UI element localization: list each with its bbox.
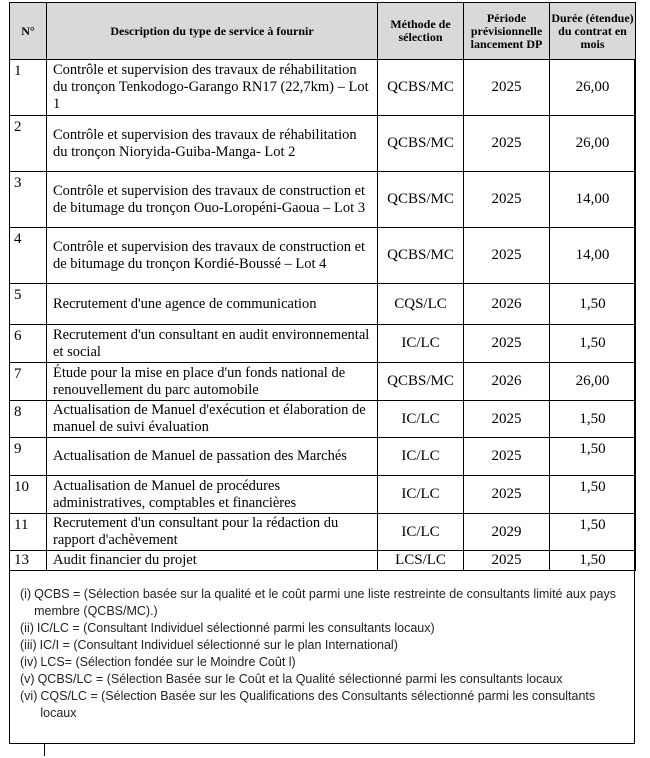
table-row (10, 284, 636, 325)
row-duration: 1,50 (550, 325, 636, 363)
table-row (10, 228, 636, 284)
table-row (10, 476, 636, 514)
row-description: Recrutement d'un consultant en audit environnemental et social (47, 325, 378, 363)
row-number: 5 (10, 284, 47, 325)
table-row (10, 116, 636, 172)
note-label: (ii) (20, 621, 34, 635)
row-duration: 1,50 (550, 284, 636, 325)
row-number: 13 (10, 551, 47, 571)
row-method: QCBS/MC (378, 363, 464, 401)
header-num: N° (10, 3, 47, 60)
note-label: (vi) (20, 689, 38, 703)
abbreviation-notes (20, 586, 632, 722)
row-duration: 1,50 (550, 401, 636, 438)
row-year: 2025 (464, 438, 550, 476)
row-method: LCS/LC (378, 551, 464, 571)
row-method: QCBS/MC (378, 116, 464, 172)
note-text: QCBS/LC = (Sélection Basée sur le Coût et la Qualité sélectionné parmi les consultants locaux (37, 672, 563, 686)
row-duration: 1,50 (550, 476, 636, 514)
row-description: Contrôle et supervision des travaux de réhabilitation du tronçon Tenkodogo-Garango RN17 (22,7km) – Lot 1 (47, 60, 378, 116)
table-row (10, 172, 636, 228)
header-row (10, 3, 636, 60)
row-description: Actualisation de Manuel de procédures administratives, comptables et financières (47, 476, 378, 514)
header-period: Période prévisionnelle lancement DP (464, 3, 550, 60)
note-item (20, 620, 632, 637)
header-duration: Durée (étendue) du contrat en mois (550, 3, 636, 60)
row-method: IC/LC (378, 401, 464, 438)
row-number: 8 (10, 401, 47, 438)
table-row (10, 551, 636, 571)
row-number: 2 (10, 116, 47, 172)
row-duration: 26,00 (550, 363, 636, 401)
row-number: 11 (10, 514, 47, 551)
row-description: Actualisation de Manuel d'exécution et élaboration de manuel de suivi évaluation (47, 401, 378, 438)
header-method: Méthode de sélection (378, 3, 464, 60)
row-duration: 14,00 (550, 172, 636, 228)
note-item (20, 671, 632, 688)
note-label: (i) (20, 587, 32, 601)
row-description: Actualisation de Manuel de passation des Marchés (47, 438, 378, 476)
row-description: Contrôle et supervision des travaux de construction et de bitumage du tronçon Ouo-Loropéni-Gaoua – Lot 3 (47, 172, 378, 228)
page-margin-mark (44, 744, 45, 756)
row-description: Contrôle et supervision des travaux de réhabilitation du tronçon Nioryida-Guiba-Manga- Lot 2 (47, 116, 378, 172)
header-description: Description du type de service à fournir (47, 3, 378, 60)
table-row (10, 401, 636, 438)
row-method: QCBS/MC (378, 228, 464, 284)
row-year: 2025 (464, 116, 550, 172)
note-text: LCS= (Sélection fondée sur le Moindre Coût l) (40, 655, 296, 669)
row-duration: 1,50 (550, 551, 636, 571)
note-text: IC/LC = (Consultant Individuel sélectionné parmi les consultants locaux) (36, 621, 435, 635)
row-year: 2029 (464, 514, 550, 551)
row-description: Recrutement d'une agence de communication (47, 284, 378, 325)
table-row (10, 325, 636, 363)
table-row (10, 60, 636, 116)
table-row (10, 363, 636, 401)
row-year: 2025 (464, 476, 550, 514)
row-number: 10 (10, 476, 47, 514)
row-year: 2025 (464, 551, 550, 571)
row-duration: 26,00 (550, 116, 636, 172)
note-item (20, 654, 632, 671)
row-method: IC/LC (378, 325, 464, 363)
note-label: (v) (20, 672, 35, 686)
row-number: 1 (10, 60, 47, 116)
note-item (20, 637, 632, 654)
row-number: 4 (10, 228, 47, 284)
row-duration: 1,50 (550, 438, 636, 476)
note-text: IC/I = (Consultant Individuel sélectionné sur le plan International) (39, 638, 398, 652)
row-description: Contrôle et supervision des travaux de construction et de bitumage du tronçon Kordié-Boussé – Lot 4 (47, 228, 378, 284)
row-description: Audit financier du projet (47, 551, 378, 571)
row-year: 2026 (464, 363, 550, 401)
row-method: IC/LC (378, 514, 464, 551)
table-row (10, 438, 636, 476)
row-duration: 14,00 (550, 228, 636, 284)
row-number: 7 (10, 363, 47, 401)
table-row (10, 514, 636, 551)
row-method: QCBS/MC (378, 60, 464, 116)
row-description: Recrutement d'un consultant pour la rédaction du rapport d'achèvement (47, 514, 378, 551)
note-label: (iii) (20, 638, 37, 652)
row-year: 2025 (464, 401, 550, 438)
row-year: 2025 (464, 172, 550, 228)
row-number: 3 (10, 172, 47, 228)
row-duration: 26,00 (550, 60, 636, 116)
row-year: 2026 (464, 284, 550, 325)
row-duration: 1,50 (550, 514, 636, 551)
note-text: CQS/LC = (Sélection Basée sur les Qualifications des Consultants sélectionné parmi les consultants locaux (40, 689, 596, 720)
row-method: IC/LC (378, 438, 464, 476)
services-table (9, 2, 636, 571)
note-item (20, 586, 632, 620)
row-number: 6 (10, 325, 47, 363)
row-year: 2025 (464, 60, 550, 116)
row-year: 2025 (464, 325, 550, 363)
note-item (20, 688, 632, 722)
row-method: IC/LC (378, 476, 464, 514)
row-number: 9 (10, 438, 47, 476)
note-label: (iv) (20, 655, 38, 669)
row-method: CQS/LC (378, 284, 464, 325)
row-description: Étude pour la mise en place d'un fonds national de renouvellement du parc automobile (47, 363, 378, 401)
row-method: QCBS/MC (378, 172, 464, 228)
note-text: QCBS = (Sélection basée sur la qualité et le coût parmi une liste restreinte de consultants limité aux pays membre (QCBS/MC).) (34, 587, 617, 618)
row-year: 2025 (464, 228, 550, 284)
